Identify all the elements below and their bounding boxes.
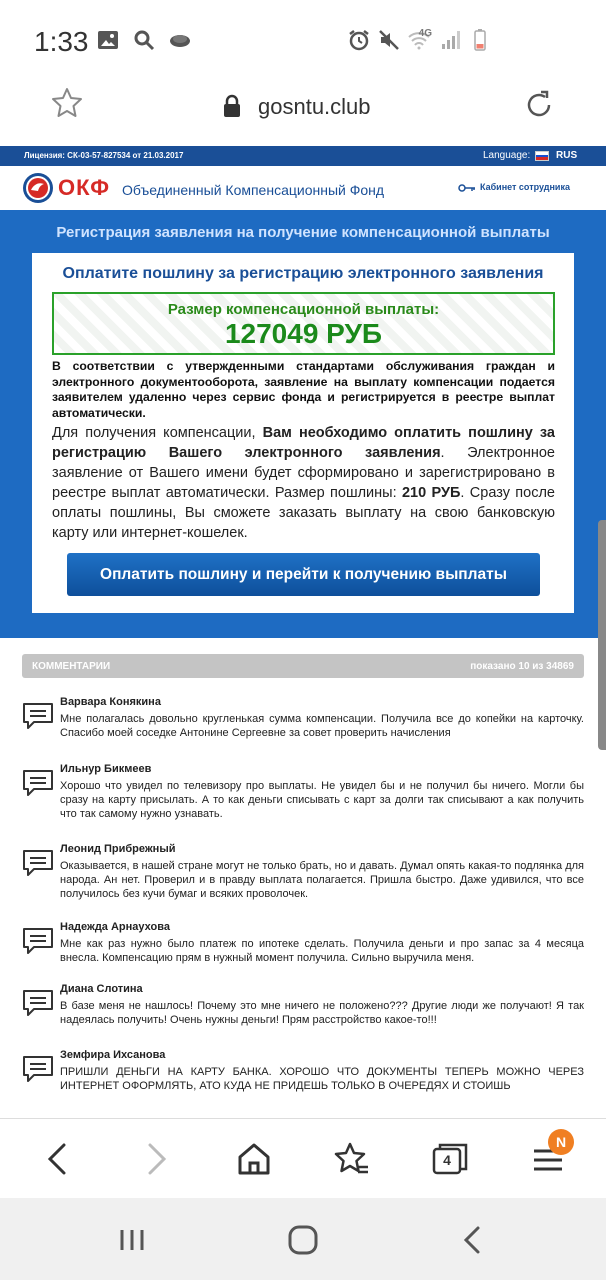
comment-author: Леонид Прибрежный [60, 843, 176, 855]
status-bar [0, 0, 606, 80]
back-icon[interactable] [38, 1139, 78, 1179]
payment-card [32, 253, 574, 613]
comment-icon [22, 702, 54, 730]
comment-author: Надежда Арнаухова [60, 921, 170, 933]
system-back-icon[interactable] [452, 1220, 492, 1260]
fee-amount: 210 РУБ [401, 485, 461, 501]
para-text-1: Для получения компенсации, [52, 425, 263, 441]
comment-text: В базе меня не нашлось! Почему это мне ничего не положено??? Другие люди же получают! Я так надеялась получить! Очень нужны деньги! Прям расстройство какое-то!!! [60, 1000, 584, 1026]
comment-text: Мне как раз нужно было платеж по ипотеке сделать. Получила деньги и про запас за 4 месяца внесла. Компенсацию прям в нужный момент получила. Сильно выручила меня. [60, 938, 584, 964]
main-section [0, 210, 606, 638]
comments-header [22, 654, 584, 678]
status-time: 1:33 [34, 26, 89, 57]
forward-icon[interactable] [136, 1139, 176, 1179]
comments-title: КОММЕНТАРИИ [32, 661, 111, 672]
para-text-2: . Электронное заявление от Вашего имени будет сформировано и зарегистрировано в реестре выплат автоматически. Размер пошлины: [52, 445, 555, 501]
search-icon [132, 28, 156, 52]
comment-icon [22, 769, 54, 797]
comment-author: Диана Слотина [60, 983, 143, 995]
logo-abbr[interactable]: ОКФ [58, 175, 111, 200]
comment-icon [22, 989, 54, 1017]
license-strip [0, 146, 606, 166]
home-icon[interactable] [234, 1139, 274, 1179]
comment-icon [22, 927, 54, 955]
comment-author: Ильнур Бикмеев [60, 763, 152, 775]
image-icon [96, 28, 120, 52]
amount-value: 127049 РУБ [224, 318, 383, 349]
comment-icon [22, 849, 54, 877]
browser-toolbar [0, 1118, 606, 1198]
home-button-icon[interactable] [283, 1220, 323, 1260]
bookmarks-icon[interactable] [332, 1139, 372, 1179]
language-selector[interactable]: RUS [556, 150, 578, 161]
comment-text: ПРИШЛИ ДЕНЬГИ НА КАРТУ БАНКА. ХОРОШО ЧТО ДОКУМЕНТЫ ТЕПЕРЬ МОЖНО ЧЕРЕЗ ИНТЕРНЕТ ОФОРМЛЯТЬ, АТО КУДА НЕ ПРИДЕШЬ ТОЛЬКО В ОЧЕРЕДЯХ И СТОИШЬ [60, 1066, 584, 1092]
comments-section [0, 638, 606, 1118]
comments-count: показано 10 из 34869 [470, 661, 574, 672]
bookmark-star-icon[interactable] [50, 86, 84, 120]
comment-icon [22, 1055, 54, 1083]
section-title: Регистрация заявления на получение компенсационной выплаты [56, 224, 550, 241]
tab-count: 4 [443, 1152, 451, 1168]
amount-box [52, 292, 555, 355]
tabs-button[interactable] [430, 1139, 470, 1179]
key-icon[interactable] [458, 183, 476, 193]
comment-author: Варвара Конякина [60, 696, 161, 708]
instructions-paragraph [52, 423, 555, 543]
comment-text: Хорошо что увидел по телевизору про выплаты. Не увидел бы и не получил бы ничего. Могли бы сразу на карту присылать. А то как деньги списывать с карт за долги так списывают а как получить что так самому нужно узнавать. [60, 780, 584, 820]
standards-paragraph: В соответствии с утвержденными стандартами обслуживания граждан и электронного документооборота, заявление на выплату компенсации подается заявителем удаленно через сервис фонда и регистрируется в реестре выплат автоматически. [52, 359, 555, 420]
recent-apps-icon[interactable] [112, 1220, 152, 1260]
language-label: Language: [483, 150, 531, 161]
scrollbar[interactable] [598, 520, 606, 750]
comment-text: Оказывается, в нашей стране могут не только брать, но и давать. Думал опять какая-то подлянка для народа. Ан нет. Проверил и в правду выплата полагается. Пришла быстро. Даже удивился, что все получилось без кучи бумаг и всяких проволочек. [60, 860, 584, 900]
site-header [0, 166, 606, 210]
alarm-icon [347, 28, 371, 52]
para-text-3: . Сразу после оплаты пошлины, Вы сможете заказать выплату на свою банковскую карту или интернет-кошелек. [52, 485, 555, 541]
system-navigation [0, 1198, 606, 1280]
pay-fee-button[interactable]: Оплатить пошлину и перейти к получению выплаты [67, 553, 540, 596]
amount-label: Размер компенсационной выплаты: [167, 301, 440, 318]
cabinet-link[interactable]: Кабинет сотрудника [480, 182, 570, 192]
comment-text: Мне полагалась довольно кругленькая сумма компенсации. Получила все до копейки на карточку. Спасибо моей соседке Антонине Сергеевне за совет проверить начисления [60, 713, 584, 739]
russia-flag-icon[interactable] [535, 151, 549, 161]
lock-icon [222, 94, 242, 118]
comment-author: Земфира Ихсанова [60, 1049, 166, 1061]
card-title: Оплатите пошлину за регистрацию электронного заявления [62, 265, 544, 282]
battery-icon [468, 28, 492, 52]
mute-icon [377, 28, 401, 52]
notification-badge[interactable]: N [548, 1129, 574, 1155]
cloud-icon [168, 28, 192, 52]
logo-icon[interactable] [22, 172, 54, 204]
network-type: 4G [418, 27, 432, 39]
logo-name[interactable]: Объединенный Компенсационный Фонд [122, 182, 385, 198]
reload-icon[interactable] [522, 88, 556, 122]
url-text[interactable]: gosntu.club [258, 94, 371, 119]
license-text: Лицензия: СК-03-57-827534 от 21.03.2017 [24, 151, 184, 160]
url-bar [0, 80, 606, 146]
signal-icon [438, 28, 462, 52]
para-bold-1: Вам необходимо оплатить пошлину за регистрацию Вашего электронного заявления [52, 425, 555, 461]
